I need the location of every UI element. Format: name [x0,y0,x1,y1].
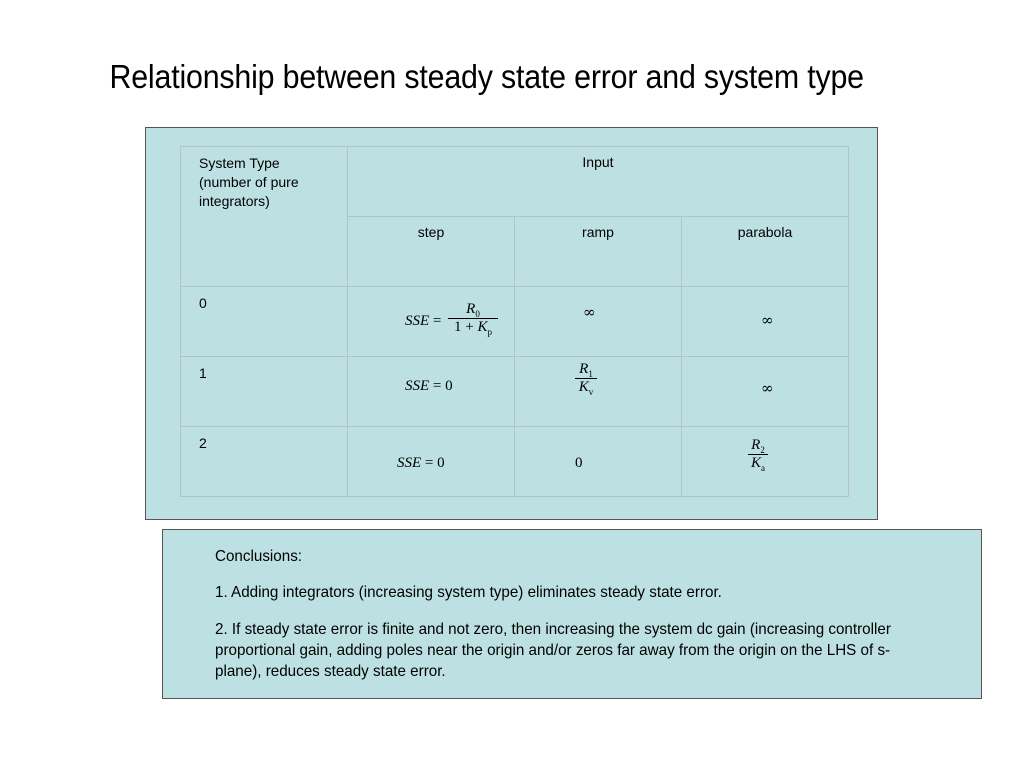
system-type-value: 1 [199,365,207,381]
fraction [448,301,498,336]
denominator: K [750,455,761,471]
input-header-label: Input [582,154,614,170]
sse-formula [405,378,453,395]
subscript: a [761,463,765,473]
sse-value: 0 [445,378,453,394]
input-header [348,147,849,217]
subscript: v [588,387,594,397]
equals-sign: = [432,378,442,394]
subscript: 1 [588,369,593,379]
denominator: K [477,319,488,335]
conclusion-item: 2. If steady state error is finite and not zero, then increasing the system dc gain (increasing controller proportional gain, adding poles near the origin and/or zeros far away from the origin on the LHS of s-plane), reduces steady state error. [215,621,891,680]
numerator: R [579,361,589,377]
system-type-value: 2 [199,435,207,451]
sse-table [180,146,849,497]
table-row [181,357,849,427]
system-type-header [181,147,348,287]
sse-symbol: SSE [405,313,430,329]
equals-sign: = [424,455,434,471]
infinity-symbol: ∞ [583,303,596,321]
numerator: R [466,301,476,317]
sse-symbol: SSE [397,455,422,471]
system-type-header-line: (number of pure [199,174,299,190]
step-cell [348,357,515,427]
fraction [748,437,768,472]
parabola-cell [682,287,849,357]
sse-value: 0 [437,455,445,471]
table-row [181,427,849,497]
parabola-cell [682,357,849,427]
system-type-cell [181,427,348,497]
slide-title: Relationship between steady state error and system type [109,58,864,95]
sse-formula [405,313,441,330]
equals-sign: = [432,313,442,329]
col-parabola-label: parabola [737,224,793,240]
subscript: 2 [760,445,765,455]
col-step-label: step [417,224,445,240]
col-ramp-label: ramp [582,224,614,240]
system-type-value: 0 [199,295,207,311]
conclusions-heading: Conclusions: [215,548,303,565]
conclusion-item: 1. Adding integrators (increasing system type) eliminates steady state error. [215,584,722,601]
col-header-parabola [682,217,849,287]
table-row [181,287,849,357]
ramp-cell [515,287,682,357]
denominator: K [578,379,589,395]
system-type-header-line: integrators) [199,193,270,209]
system-type-cell [181,357,348,427]
step-cell [348,287,515,357]
ramp-cell [515,357,682,427]
ramp-cell [515,427,682,497]
system-type-header-line: System Type [199,155,280,171]
infinity-symbol: ∞ [761,311,774,329]
ramp-value: 0 [575,455,583,471]
sse-formula [397,455,445,472]
denominator-prefix: 1 + [454,319,478,335]
subscript: 0 [475,309,480,319]
conclusions-panel [162,529,982,699]
step-cell [348,427,515,497]
infinity-symbol: ∞ [761,379,774,397]
col-header-ramp [515,217,682,287]
fraction [575,361,597,396]
system-type-cell [181,287,348,357]
subscript: p [487,327,492,337]
parabola-cell [682,427,849,497]
col-header-step [348,217,515,287]
table-panel [145,127,878,520]
sse-symbol: SSE [405,378,430,394]
numerator: R [751,437,761,453]
